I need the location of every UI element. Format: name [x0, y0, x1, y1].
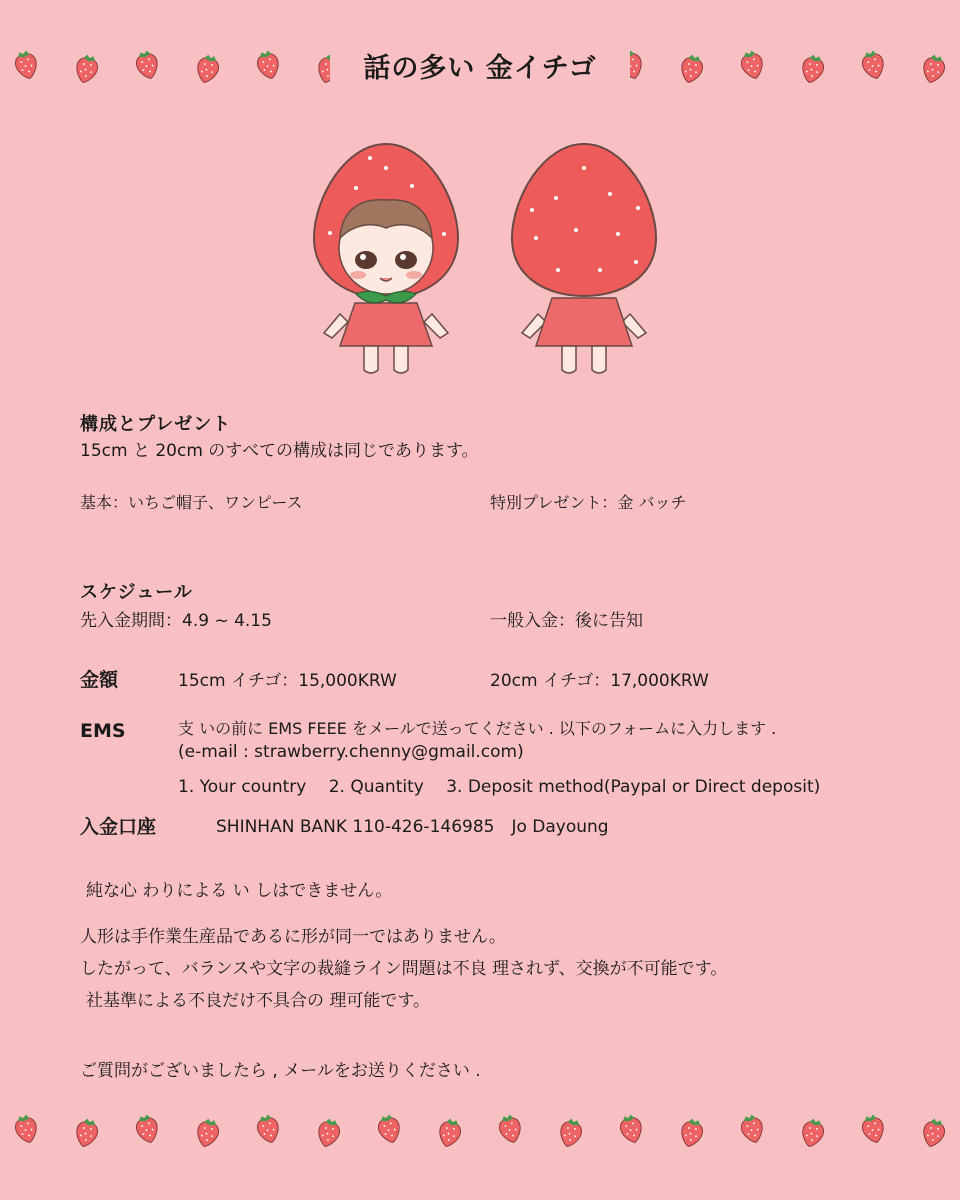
strawberry-icon — [734, 45, 769, 83]
price-20cm: 20cm イチゴ：17,000KRW — [490, 671, 709, 691]
strawberry-icon — [129, 1109, 164, 1147]
strawberry-icon — [129, 45, 164, 83]
composition-special: 特別プレゼント：金 バッチ — [490, 493, 687, 512]
composition-basic: 基本：いちご帽子、ワンピース — [80, 493, 303, 512]
ems-line-1: 支 いの前に EMS FEEE をメールで送ってください . 以下のフォームに入力します . — [178, 719, 777, 738]
strawberry-icon — [916, 1113, 951, 1151]
schedule-pre-deposit: 先入金期間：4.9 ~ 4.15 — [80, 611, 272, 631]
strawberry-icon — [795, 49, 830, 87]
strawberry-icon — [190, 49, 225, 87]
strawberry-doll-front — [314, 144, 458, 373]
note-handmade: 人形は手作業生産品であるに形が同一ではありません。 — [80, 927, 507, 947]
composition-note: 15cm と 20cm のすべての構成は同じであります。 — [80, 441, 479, 461]
ems-form-fields: 1. Your country 2. Quantity 3. Deposit method(Paypal or Direct deposit) — [178, 777, 821, 797]
strawberry-icon — [69, 49, 104, 87]
strawberry-icon — [492, 1109, 527, 1147]
note-no-exchange: したがって、バランスや文字の裁縫ライン問題は不良 理されず、交換が不可能です。 — [80, 959, 728, 979]
strawberry-icon — [311, 1113, 346, 1151]
strawberry-icon — [795, 1113, 830, 1151]
strawberry-icon — [8, 1109, 43, 1147]
strawberry-icon — [855, 45, 890, 83]
price-15cm: 15cm イチゴ：15,000KRW — [178, 671, 397, 691]
ems-email: (e-mail : strawberry.chenny@gmail.com) — [178, 742, 524, 762]
note-simple-change: 純な心 わりによる い しはできません。 — [86, 881, 393, 901]
strawberry-icon — [855, 1109, 890, 1147]
strawberry-doll-back — [512, 144, 656, 373]
schedule-general-deposit: 一般入金：後に告知 — [490, 611, 643, 631]
price-label: 金額 — [80, 669, 119, 691]
strawberry-icon — [916, 49, 951, 87]
strawberry-icon — [69, 1113, 104, 1151]
strawberry-icon — [613, 1109, 648, 1147]
ems-label: EMS — [80, 720, 126, 742]
note-defect-policy: 社基準による不良だけ不具合の 理可能です。 — [86, 991, 431, 1011]
strawberry-icon — [674, 49, 709, 87]
doll-illustrations — [300, 138, 660, 388]
strawberry-icon — [432, 1113, 467, 1151]
strawberry-icon — [553, 1113, 588, 1151]
account-value: SHINHAN BANK 110-426-146985 Jo Dayoung — [216, 817, 609, 837]
strawberry-icon — [674, 1113, 709, 1151]
contact-note: ご質問がございましたら , メールをお送りください . — [80, 1061, 481, 1081]
page-title: 話の多い 金イチゴ — [330, 46, 630, 92]
strawberry-border-bottom — [0, 1112, 960, 1152]
account-label: 入金口座 — [80, 816, 157, 838]
strawberry-icon — [250, 1109, 285, 1147]
composition-heading: 構成とプレゼント — [80, 414, 232, 435]
strawberry-icon — [190, 1113, 225, 1151]
strawberry-icon — [734, 1109, 769, 1147]
strawberry-icon — [8, 45, 43, 83]
strawberry-icon — [250, 45, 285, 83]
schedule-heading: スケジュール — [80, 582, 193, 603]
strawberry-icon — [371, 1109, 406, 1147]
